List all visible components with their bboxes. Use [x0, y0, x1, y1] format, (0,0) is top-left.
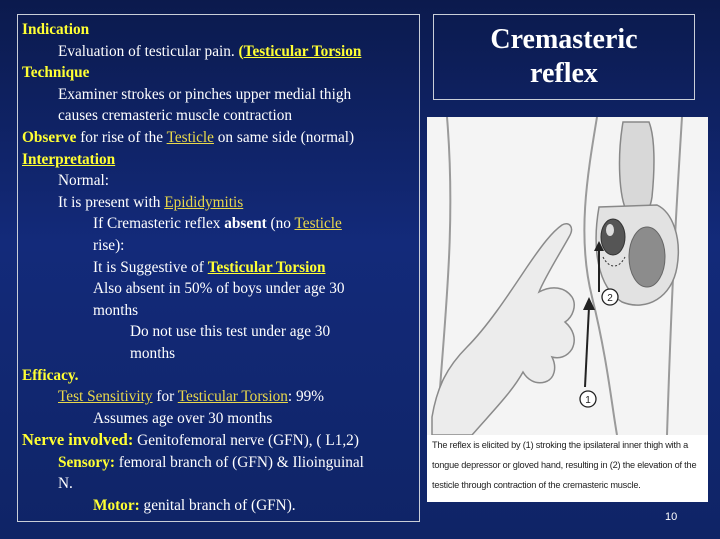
- interpretation-heading: Interpretation: [22, 150, 116, 168]
- caption-line-1: The reflex is elicited by (1) stroking the ipsilateral inner thigh with a: [432, 440, 689, 450]
- technique-line-2: causes cremasteric muscle contraction: [58, 107, 293, 125]
- observe-pre: for rise of the: [76, 128, 167, 146]
- indication-heading: Indication: [22, 21, 90, 38]
- reflex-drawing: [427, 117, 708, 435]
- sensitivity-row: [22, 386, 419, 408]
- absent-rise: rise):: [93, 236, 125, 254]
- sensory-row: [22, 452, 419, 474]
- caption-line-2: tongue depressor or gloved hand, resulting in (2) the elevation of the: [432, 460, 697, 470]
- testicle-link-2[interactable]: Testicle: [294, 215, 342, 233]
- reflex-illustration: [427, 117, 708, 502]
- assumes-text: Assumes age over 30 months: [93, 409, 273, 427]
- suggestive-text: It is Suggestive of: [93, 258, 208, 276]
- observe-heading: Observe: [22, 128, 77, 146]
- absent-row: [22, 213, 419, 235]
- technique-heading: Technique: [22, 64, 90, 82]
- motor-text: genital branch of (GFN).: [139, 497, 296, 515]
- technique-row: [22, 62, 419, 84]
- sensitivity-value: : 99%: [287, 388, 325, 406]
- interpretation-normal: Normal:: [58, 172, 109, 190]
- figure-caption: [432, 435, 704, 495]
- indication-text: Evaluation of testicular pain.: [58, 42, 235, 60]
- interpretation-row: [22, 149, 419, 171]
- absent-bold: absent: [224, 215, 267, 233]
- motor-row: [22, 495, 419, 517]
- sensitivity-mid: for: [152, 388, 178, 406]
- motor-label: Motor:: [93, 497, 140, 515]
- indication-paren: (: [234, 42, 244, 60]
- slide-title-box: [433, 14, 695, 100]
- testicular-torsion-link-2[interactable]: Testicular Torsion: [207, 258, 326, 276]
- content-panel: [17, 14, 420, 522]
- test-sensitivity-link[interactable]: Test Sensitivity: [58, 388, 153, 406]
- observe-post: on same side (normal): [213, 128, 355, 146]
- indication-row: [22, 19, 419, 41]
- months-text-2: months: [130, 344, 176, 362]
- suggestive-row: [22, 257, 419, 279]
- present-row: [22, 192, 419, 214]
- testicular-torsion-link[interactable]: Testicular Torsion: [243, 42, 362, 60]
- testicle-link[interactable]: Testicle: [166, 128, 214, 146]
- observe-row: [22, 127, 419, 149]
- nerve-text: Genitofemoral nerve (GFN), ( L1,2): [133, 432, 359, 450]
- efficacy-heading: Efficacy.: [22, 366, 79, 384]
- slide-title-line-1: Cremasteric: [490, 24, 638, 55]
- page-number: 10: [665, 511, 678, 523]
- absent-mid: (no: [266, 215, 295, 233]
- nerve-heading: Nerve involved:: [22, 430, 134, 450]
- months-text-1: months: [93, 301, 139, 319]
- present-text: It is present with: [58, 193, 165, 211]
- sensory-text: femoral branch of (GFN) & Ilioinguinal: [114, 453, 364, 471]
- slide-title-line-2: reflex: [530, 58, 598, 89]
- do-not-use-text: Do not use this test under age 30: [130, 323, 331, 341]
- efficacy-row: [22, 365, 419, 387]
- epididymitis-link[interactable]: Epididymitis: [164, 193, 244, 211]
- sensory-label: Sensory:: [58, 453, 115, 471]
- testicular-torsion-link-3[interactable]: Testicular Torsion: [177, 388, 288, 406]
- caption-line-3: testicle through contraction of the cremasteric muscle.: [432, 480, 641, 490]
- also-absent-text: Also absent in 50% of boys under age 30: [93, 280, 345, 298]
- label-2: 2: [607, 293, 613, 304]
- technique-line-1: Examiner strokes or pinches upper medial thigh: [58, 85, 352, 103]
- nerve-row: [22, 429, 419, 452]
- indication-text-row: [22, 41, 419, 63]
- label-1: 1: [585, 395, 591, 406]
- sensory-cont: N.: [58, 475, 73, 493]
- absent-text: If Cremasteric reflex: [93, 215, 225, 233]
